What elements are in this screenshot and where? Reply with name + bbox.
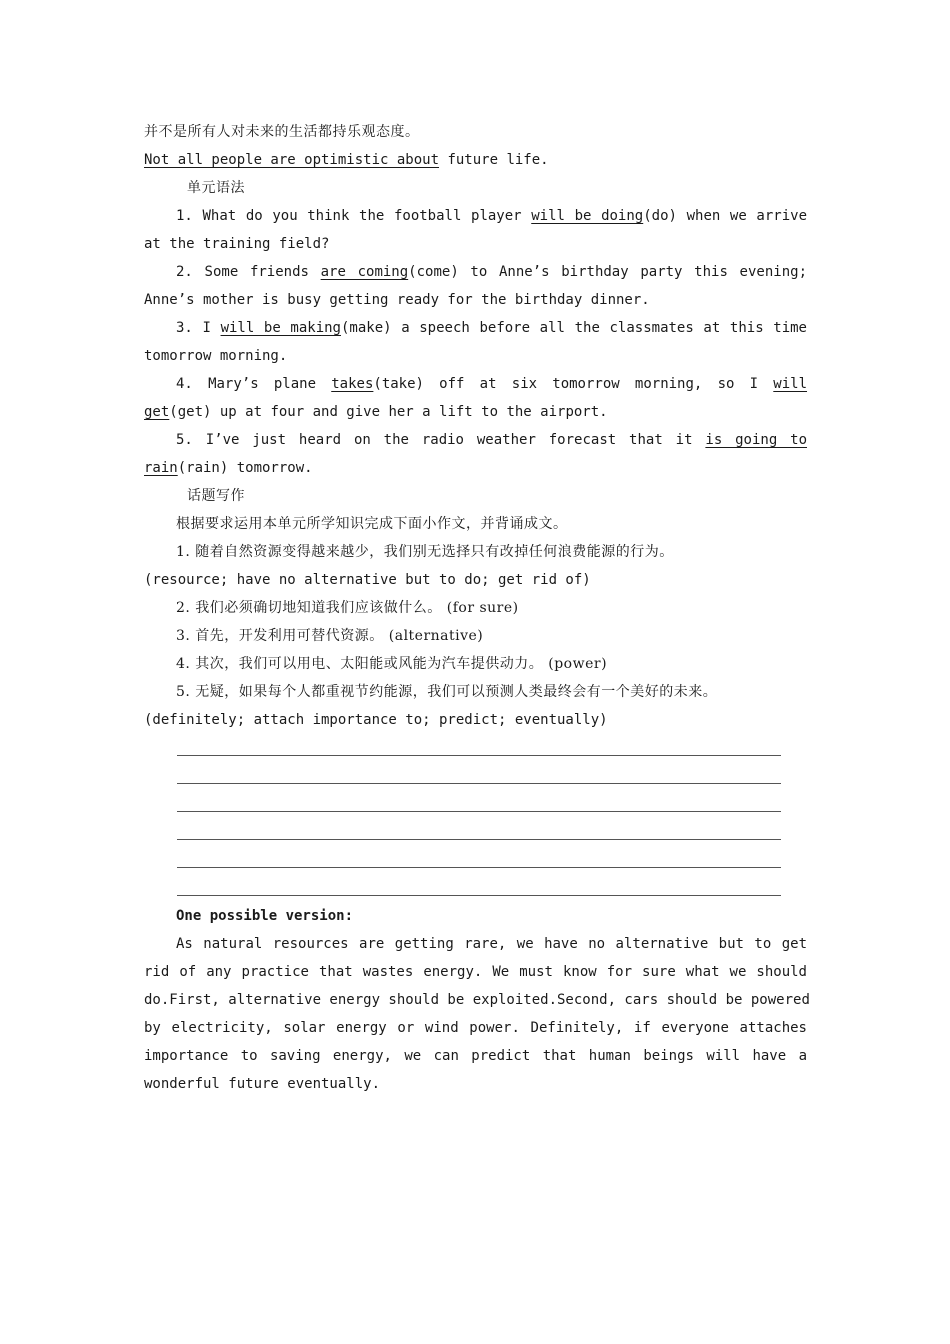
answer-blank: get: [144, 404, 170, 420]
blank-line: [177, 846, 781, 874]
writing-prompt-4: 4. 其次，我们可以用电、太阳能或风能为汽车提供动力。 (power): [176, 656, 608, 672]
blank-line: [177, 790, 781, 818]
answer-blank: takes: [331, 376, 374, 392]
answer-blank: is going to: [705, 432, 808, 448]
writing-prompt-5: 5. 无疑，如果每个人都重视节约能源，我们可以预测人类最终会有一个美好的未来。 (definitely; attach importance to; predict; eventually): [144, 684, 718, 728]
blank-line: [177, 762, 781, 790]
blank-line: [177, 734, 781, 762]
writing-prompt-3: 3. 首先，开发利用可替代资源。 (alternative): [176, 628, 484, 644]
grammar-item-5: 5. I’ve just heard on the radio weather forecast that it is going to rain(rain) tomorrow.: [144, 432, 808, 476]
blank-line: [177, 874, 781, 902]
answer-blank: rain: [144, 460, 178, 476]
chinese-sentence: 并不是所有人对未来的生活都持乐观态度。: [144, 124, 420, 140]
writing-blank-lines: [144, 734, 807, 902]
answer-sentence: [144, 146, 807, 174]
writing-heading: 话题写作: [187, 488, 245, 504]
blank-line: [177, 818, 781, 846]
grammar-item-2: 2. Some friends are coming(come) to Anne’s birthday party this evening; Anne’s mother is busy getting ready for the birthday dinner.: [144, 264, 807, 308]
document-page: [144, 118, 810, 1098]
writing-instruction: 根据要求运用本单元所学知识完成下面小作文，并背诵成文。: [176, 516, 568, 532]
answer-blank: will be making: [220, 320, 341, 336]
writing-prompt-1: 1. 随着自然资源变得越来越少，我们别无选择只有改掉任何浪费能源的行为。 (resource; have no alternative but to do; get rid of): [144, 544, 674, 588]
writing-prompt-2: 2. 我们必须确切地知道我们应该做什么。 (for sure): [176, 600, 519, 616]
answer-blank: will: [773, 376, 808, 392]
answer-blank: will be doing: [531, 208, 644, 224]
grammar-item-4: 4. Mary’s plane takes(take) off at six tomorrow morning, so I will get(get) up at four and give her a lift to the airport.: [144, 376, 808, 420]
answer-underlined: Not all people are optimistic about: [144, 152, 440, 168]
version-heading: One possible version:: [176, 908, 354, 924]
grammar-item-1: 1. What do you think the football player will be doing(do) when we arrive at the training field?: [144, 208, 808, 252]
grammar-item-3: 3. I will be making(make) a speech before all the classmates at this time tomorrow morning.: [144, 320, 807, 364]
answer-rest: future life.: [439, 152, 549, 168]
grammar-heading: 单元语法: [187, 180, 245, 196]
version-text: As natural resources are getting rare, we have no alternative but to get rid of any practice that wastes energy. We must know for sure what we should do.First, alternative energy should be exploited.Second, cars should be powered by electricity, solar energy or wind power. Definitely, if everyone attaches importance to saving energy, we can predict that human beings will have a wonderful future eventually.: [144, 936, 810, 1092]
answer-blank: are coming: [320, 264, 409, 280]
